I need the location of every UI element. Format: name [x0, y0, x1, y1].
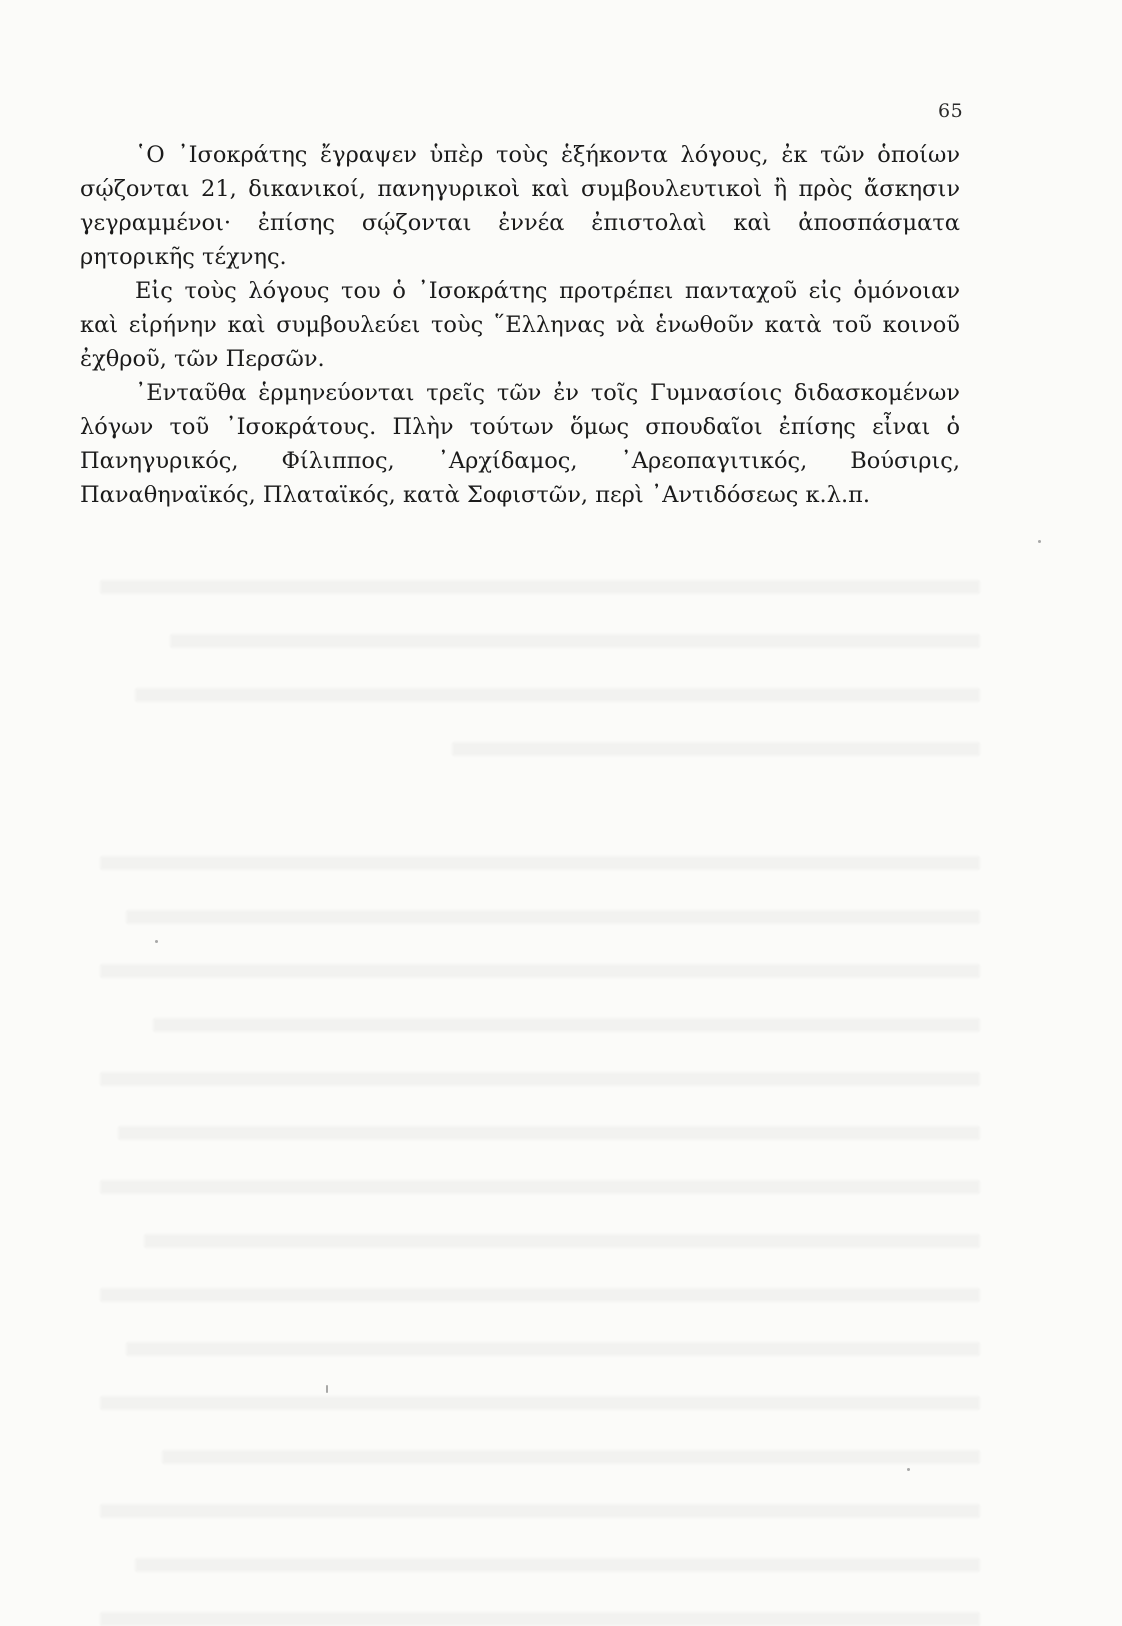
paper-speck — [1038, 540, 1041, 543]
paper-speck — [155, 940, 158, 943]
paper-speck — [326, 1385, 328, 1393]
reverse-side-bleed-through — [100, 540, 980, 1626]
paragraph-isocrates-themes: Εἰς τοὺς λόγους του ὁ ᾿Ισοκράτης προτρέπει πανταχοῦ εἰς ὁμόνοιαν καὶ εἰρήνην καὶ συμβουλεύει τοὺς ῞Ελληνας νὰ ἑνωθοῦν κατὰ τοῦ κοινοῦ ἐχθροῦ, τῶν Περσῶν. — [80, 278, 960, 372]
paragraph-isocrates-speeches: ᾿Ενταῦθα ἑρμηνεύονται τρεῖς τῶν ἐν τοῖς Γυμνασίοις διδασκομένων λόγων τοῦ ᾿Ισοκράτους. Πλὴν τούτων ὅμως σπουδαῖοι ἐπίσης εἶναι ὁ Πανηγυρικός, Φίλιππος, ᾿Αρχίδαμος, ᾿Αρεοπαγιτικός, Βούσιρις, Παναθηναϊκός, Πλαταϊκός, κατὰ Σοφιστῶν, περὶ ᾿Αντιδόσεως κ.λ.π. — [80, 380, 960, 508]
paper-speck — [907, 1468, 910, 1471]
paragraph-isocrates-works: ῾Ο ᾿Ισοκράτης ἔγραψεν ὑπὲρ τοὺς ἑξήκοντα λόγους, ἐκ τῶν ὁποίων σῴζονται 21, δικανικοί, πανηγυρικοὶ καὶ συμβουλευτικοὶ ἢ πρὸς ἄσκησιν γεγραμμένοι· ἐπίσης σῴζονται ἐννέα ἐπιστολαὶ καὶ ἀποσπάσματα ρητορικῆς τέχνης. — [80, 142, 960, 270]
body-text — [80, 138, 960, 512]
page-number: 65 — [938, 100, 964, 122]
